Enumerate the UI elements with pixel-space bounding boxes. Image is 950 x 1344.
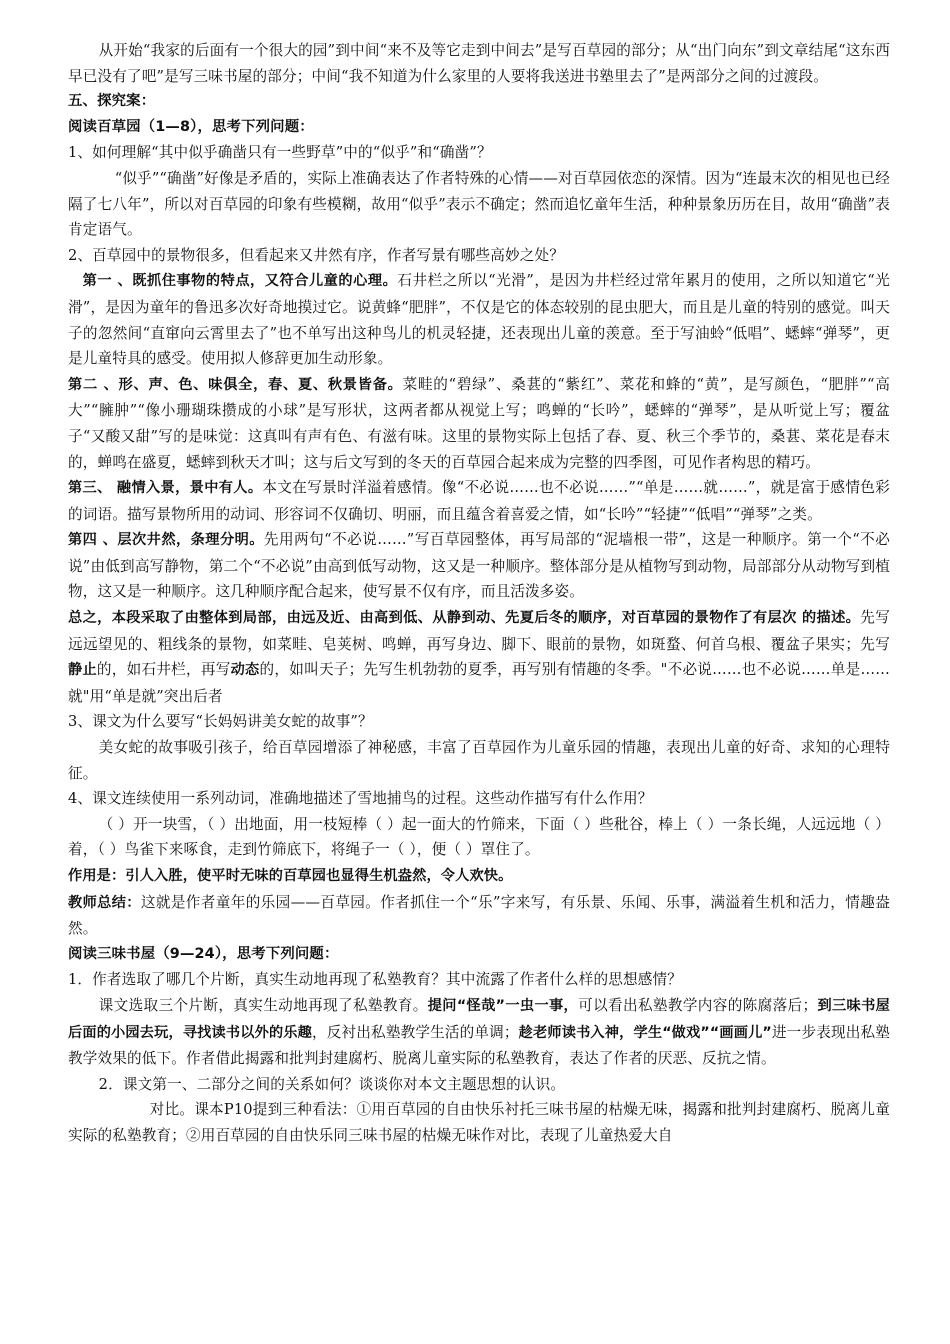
answer-5-bold-2: 到三味书屋后面的小园去玩，寻找读书以外的乐趣 — [68, 997, 890, 1041]
point-1-heading: 第一 、既抓住事物的特点，又符合儿童的心理。 — [82, 273, 398, 290]
effect-paragraph — [68, 863, 890, 890]
reading-heading-baicaoyuan: 阅读百草园（1—8），思考下列问题： — [68, 118, 314, 135]
question-3: 3、课文为什么要写“长妈妈讲美女蛇的故事”？ — [68, 713, 373, 731]
question-2: 2、百草园中的景物很多，但看起来又井然有序，作者写景有哪些高妙之处？ — [68, 246, 564, 264]
answer-4-blanks: （ ）开一块雪，（ ）出地面，用一枝短棒（ ）起一面大的竹筛来，下面（ ）些秕谷，棒上（ ）一条长绳，人远远地（ ）着，（ ）鸟雀下来啄食，走到竹筛底下，将绳子一（ ），便（ ）罩住了。 — [68, 815, 890, 859]
point-2 — [68, 372, 890, 475]
intro-paragraph: 从开始“我家的后面有一个很大的园”到中间“来不及等它走到中间去”是写百草园的部分；从“出门向东”到文章结尾“这东西早已没有了吧”是写三味书屋的部分；中间“我不知道为什么家里的人要将我送进书塾里去了”是两部分之间的过渡段。 — [68, 42, 890, 85]
answer-5 — [68, 993, 890, 1072]
answer-5-text-3: ，反衬出私塾教学生活的单调； — [312, 1023, 519, 1041]
teacher-summary — [68, 890, 890, 942]
answer-5-bold-1: 提问“怪哉”一虫一事， — [427, 997, 579, 1014]
answer-5-text-4: 进一步表现出私塾教学效果的低下。作者借此揭露和批判封建腐朽、脱离儿童实际的私塾教育，表达了作者的厌恶、反抗之情。 — [68, 1023, 890, 1068]
answer-5-text-2: 可以看出私塾教学内容的陈腐落后； — [578, 996, 818, 1014]
answer-3: 美女蛇的故事吸引孩子，给百草园增添了神秘感，丰富了百草园作为儿童乐园的情趣，表现出儿童的好奇、求知的心理特征。 — [68, 739, 890, 782]
summary-heading: 总之，本段采取了由整体到局部，由远及近、由高到低、从静到动、先夏后冬的顺序，对百草园的景物作了有层次 的描述。 — [68, 610, 861, 627]
point-2-heading: 第二 、形、声、色、味俱全，春、夏、秋景皆备。 — [68, 376, 403, 393]
point-4-heading: 第四 、层次井然，条理分明。 — [68, 532, 264, 549]
question-4: 4、课文连续使用一系列动词，准确地描述了雪地捕鸟的过程。这些动作描写有什么作用？ — [68, 790, 653, 808]
point-1-text: 石井栏之所以“光滑”，是因为井栏经过常年累月的使用，之所以知道它“光滑”，是因为童年的鲁迅多次好奇地摸过它。说黄蜂“肥胖”，不仅是它的体态较别的昆虫肥大，而且是儿童的特别的感觉。叫天子的忽然间“直窜向云霄里去了”也不单写出这种鸟儿的机灵轻捷，还表现出儿童的羡意。至于写油蛉“低唱”、蟋蟀“弹琴”，更是儿童特具的感受。使用拟人修辞更加生动形象。 — [68, 272, 890, 368]
question-6: 2．课文第一、二部分之间的关系如何？谈谈你对本文主题思想的认识。 — [98, 1075, 566, 1093]
summary-text-2: 的，如石井栏，再写 — [96, 661, 231, 679]
teacher-summary-label: 教师总结： — [68, 894, 141, 911]
summary-bold-static: 静止 — [68, 662, 97, 679]
answer-1: “似乎”“确凿”好像是矛盾的，实际上准确表达了作者特殊的心情——对百草园依恋的深情。因为“连最末次的相见也已经隔了七八年”，所以对百草园的印象有些模糊，故用“似乎”表示不确定；然而追忆童年生活，种种景象历历在目，故用“确凿”表肯定语气。 — [68, 169, 890, 239]
teacher-summary-text: 这就是作者童年的乐园——百草园。作者抓住一个“乐”字来写，有乐景、乐闻、乐事，满溢着生机和活力，情趣盎然。 — [68, 893, 890, 938]
answer-5-bold-3: 趁老师读书入神，学生“做戏”“画画儿” — [518, 1024, 772, 1041]
summary-text-1: 先写远远望见的、粗线条的景物，如菜畦、皂荚树、鸣蝉，再写身边、脚下、眼前的景物，如斑蝥、何首乌根、覆盆子果实；先写 — [68, 609, 890, 653]
point-2-text: 菜畦的“碧绿”、桑葚的“紫红”、菜花和蜂的“黄”，是写颜色，“肥胖”“高大”“臃肿”“像小珊瑚珠攒成的小球”是写形状，这两者都从视觉上写；鸣蝉的“长吟”，蟋蟀的“弹琴”，是从听觉上写；覆盆子“又酸又甜”写的是味觉：这真叫有声有色、有滋有味。这里的景物实际上包括了春、夏、秋三个季节的，桑葚、菜花是春末的，蝉鸣在盛夏，蟋蟀到秋天才叫；这与后文写到的冬天的百草园合起来成为完整的四季图，可见作者构思的精巧。 — [68, 375, 890, 471]
summary-paragraph — [68, 605, 890, 709]
point-4-text: 先用两句“不必说……”写百草园整体，再写局部的“泥墙根一带”，这是一种顺序。第一个“不必说”由低到高写静物，第二个“不必说”由高到低写动物，这又是一种顺序。整体部分是从植物写到动物，局部部分从动物写到植物，这又是一种顺序。这几种顺序配合起来，使写景不仅有序，而且活泼多姿。 — [68, 531, 890, 601]
point-1 — [68, 268, 890, 371]
point-3-text: 本文在写景时洋溢着感情。像“不必说……也不必说……”“单是……就……”，就是富于感情色彩的词语。描写景物所用的动词、形容词不仅确切、明丽，而且蕴含着喜爱之情，如“长吟”“轻捷”“低唱”“弹琴”之类。 — [68, 479, 890, 523]
point-3 — [68, 475, 890, 527]
answer-5-text-1: 课文选取三个片断，真实生动地再现了私塾教育。 — [98, 996, 428, 1014]
effect-text: 作用是：引人入胜，使平时无味的百草园也显得生机盎然，令人欢快。 — [68, 868, 513, 884]
reading-heading-sanweishuwu: 阅读三味书屋（9—24），思考下列问题： — [68, 945, 339, 962]
section-heading-5: 五、探究案： — [68, 93, 156, 110]
point-3-heading: 第三、 融情入景，景中有人。 — [68, 480, 263, 497]
question-1: 1、如何理解“其中似乎确凿只有一些野草”中的“似乎”和“确凿”？ — [68, 144, 492, 162]
point-4 — [68, 527, 890, 605]
question-5: 1．作者选取了哪几个片断，真实生动地再现了私塾教育？其中流露了作者什么样的思想感情？ — [68, 971, 682, 989]
answer-6: 对比。课本P10提到三种看法：①用百草园的自由快乐衬托三味书屋的枯燥无味，揭露和批判封建腐朽、脱离儿童实际的私塾教育；②用百草园的自由快乐同三味书屋的枯燥无味作对比，表现了儿童热爱大自 — [68, 1101, 890, 1144]
summary-bold-dynamic: 动态 — [230, 662, 260, 679]
summary-text-3: 的，如叫天子；先写生机勃勃的夏季，再写别有情趣的冬季。"不必说……也不必说……单是……就"用“单是就”突出后者 — [68, 661, 890, 705]
